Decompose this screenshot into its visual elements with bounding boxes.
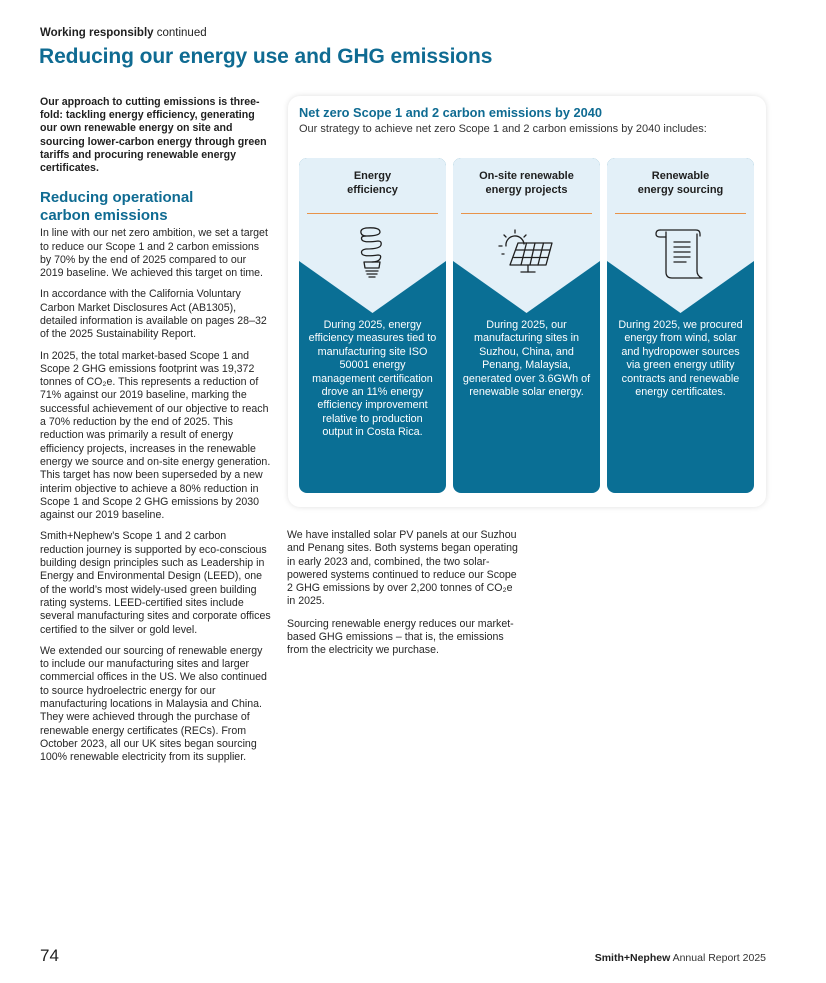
panel-subtitle: Our strategy to achieve net zero Scope 1 and 2 carbon emissions by 2040 includes: <box>299 123 707 135</box>
section-kicker <box>40 27 207 39</box>
card-heading: Renewable energy sourcing <box>637 170 724 196</box>
card-heading: On-site renewable energy projects <box>479 170 574 196</box>
card-divider <box>461 213 592 214</box>
left-paragraph-3: In 2025, the total market-based Scope 1 and Scope 2 GHG emissions footprint was 19,372 tonnes of CO₂e. This represents a reduction of 71% against our 2019 baseline, marking the successful achievement of our objective to reach a 70% reduction by the end of 2025. This reduction was primarily a result of energy efficiency projects, increases in the renewable energy we source and on-site energy generation. This target has now been superseded by a new interim objective to achieve a 80% reduction in Scope 1 and Scope 2 GHG emissions by 2030 against our 2019 baseline. <box>40 349 271 522</box>
middle-column <box>287 529 522 667</box>
light-bulb-icon <box>342 224 402 284</box>
footer-brand-name: Smith+Nephew <box>594 952 671 964</box>
left-paragraph-4: Smith+Nephew’s Scope 1 and 2 carbon reduction journey is supported by eco-conscious building design principles such as Leadership in Energy and Environmental Design (LEED), one of the world’s most widely-used green building rating systems. LEED-certified sites include several manufacturing sites and corporate offices certified to the silver or gold level. <box>40 530 271 636</box>
card-heading: Energy efficiency <box>347 170 398 196</box>
page-number: 74 <box>40 946 59 965</box>
middle-paragraph-2: Sourcing renewable energy reduces our market-based GHG emissions – that is, the emissions from the electricity we purchase. <box>287 617 514 657</box>
net-zero-panel <box>288 96 766 507</box>
footer-brand <box>595 952 766 964</box>
kicker-rest: continued <box>156 27 207 39</box>
left-paragraph-2: In accordance with the California Voluntary Carbon Market Disclosures Act (AB1305), detailed information is available on pages 28–32 of the 2025 Sustainability Report. <box>40 288 267 341</box>
left-paragraph-5: We extended our sourcing of renewable energy to include our manufacturing sites and larger commercial offices in the US. We also continued to source hydroelectric energy for our manufacturing locations in Malaysia and China. They were achieved through the purchase of renewable energy certificates (RECs). From October 2023, all our UK sites began sourcing 100% renewable electricity from its supplier. <box>40 644 267 764</box>
card-body: During 2025, energy efficiency measures tied to manufacturing site ISO 50001 energy management certification drove an 11% energy efficiency improvement relative to production output in Costa Rica. <box>308 319 437 439</box>
left-column <box>40 96 272 773</box>
kicker-bold: Working responsibly <box>40 27 154 39</box>
card-body: During 2025, our manufacturing sites in Suzhou, China, and Penang, Malaysia, generated over 3.6GWh of renewable solar energy. <box>462 319 591 399</box>
subheading-operational-emissions: Reducing operational carbon emissions <box>40 189 194 225</box>
page-title: Reducing our energy use and GHG emissions <box>39 45 493 68</box>
card-body: During 2025, we procured energy from wind, solar and hydropower sources via green energy utility contracts and renewable energy certificates. <box>618 319 743 399</box>
card-energy-efficiency <box>299 158 446 493</box>
panel-title: Net zero Scope 1 and 2 carbon emissions by 2040 <box>299 105 602 120</box>
solar-panel-icon <box>496 224 556 284</box>
card-divider <box>307 213 438 214</box>
certificate-scroll-icon <box>650 224 710 284</box>
middle-paragraph-1: We have installed solar PV panels at our Suzhou and Penang sites. Both systems began operating in early 2023 and, combined, the two solar-powered systems continued to reduce our Scope 2 GHG emissions by over 2,200 tonnes of CO₂e in 2025. <box>287 529 518 608</box>
card-divider <box>615 213 746 214</box>
intro-paragraph: Our approach to cutting emissions is three-fold: tackling energy efficiency, generating our own renewable energy on site and sourcing lower-carbon energy through green tariffs and procuring renewable energy certificates. <box>40 96 267 175</box>
left-paragraph-1: In line with our net zero ambition, we set a target to reduce our Scope 1 and 2 carbon emissions by 70% by the end of 2025 compared to our 2019 baseline. We achieved this target on time. <box>40 227 268 280</box>
card-renewable-sourcing <box>607 158 754 493</box>
footer-report-title: Annual Report 2025 <box>672 952 766 964</box>
card-onsite-renewable <box>453 158 600 493</box>
